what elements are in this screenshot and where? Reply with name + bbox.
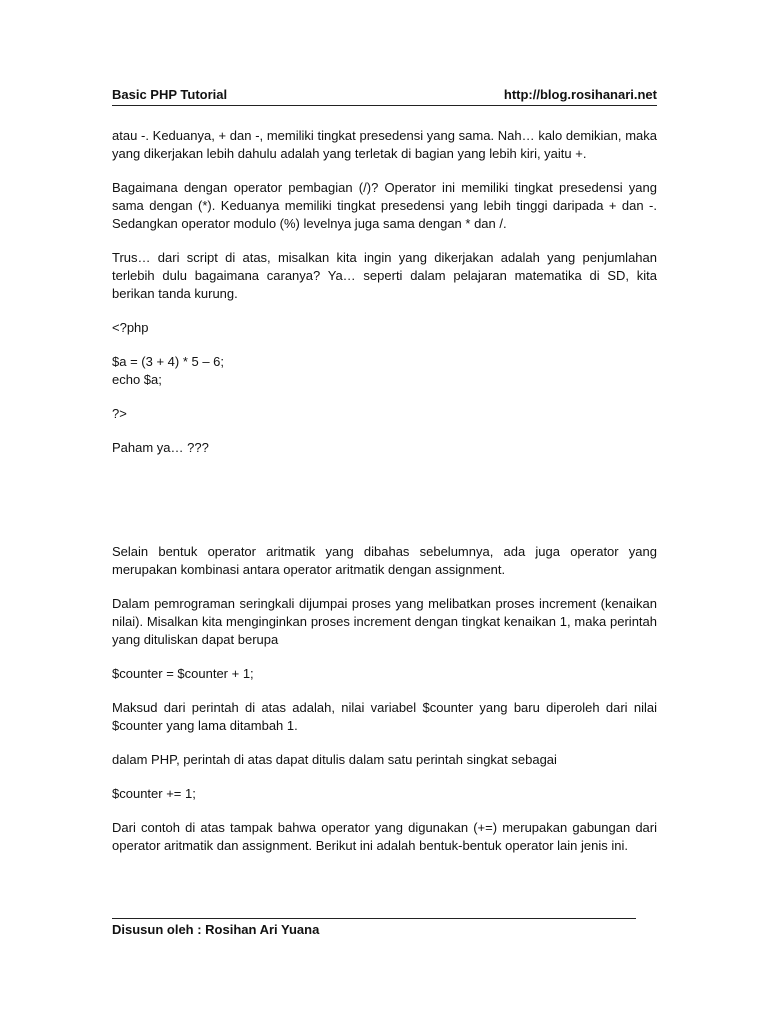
header-title: Basic PHP Tutorial [112, 87, 228, 102]
code-line: <?php [112, 320, 149, 335]
page-header [112, 86, 657, 106]
page-content [112, 127, 657, 871]
paragraph-explanation: Maksud dari perintah di atas adalah, nilai variabel $counter yang baru diperoleh dari nilai $counter yang lama ditambah 1. [112, 700, 657, 733]
paragraph-parentheses: Trus… dari script di atas, misalkan kita ingin yang dikerjakan adalah yang penjumlahan terlebih dulu bagaimana caranya? Ya… seperti dalam pelajaran matematika di SD, kita berikan tanda kurung. [112, 250, 657, 301]
paragraph-understood: Paham ya… ??? [112, 440, 209, 455]
code-line: $a = (3 + 4) * 5 – 6; [112, 354, 225, 369]
paragraph-increment: Dalam pemrograman seringkali dijumpai proses yang melibatkan proses increment (kenaikan nilai). Misalkan kita menginginkan proses increment dengan tingkat kenaikan 1, maka perintah yang dituliskan dapat berupa [112, 596, 657, 647]
code-php-open [112, 319, 657, 337]
page-footer [112, 918, 636, 937]
paragraph-precedence-addition: atau -. Keduanya, + dan -, memiliki tingkat presedensi yang sama. Nah… kalo demikian, maka yang dikerjakan lebih dahulu adalah yang terletak di bagian yang lebih kiri, yaitu +. [112, 128, 657, 161]
header-url: http://blog.rosihanari.net [503, 87, 657, 102]
code-line: $counter += 1; [112, 786, 196, 801]
code-block-expression [112, 353, 657, 389]
paragraph-conclusion: Dari contoh di atas tampak bahwa operator yang digunakan (+=) merupakan gabungan dari operator aritmatik dan assignment. Berikut ini adalah bentuk-bentuk operator lain jenis ini. [112, 820, 657, 853]
code-php-close [112, 405, 657, 423]
paragraph-precedence-division: Bagaimana dengan operator pembagian (/)? Operator ini memiliki tingkat presedensi yang sama dengan (*). Keduanya memiliki tingkat presedensi yang lebih tinggi daripada + dan -. Sedangkan operator modulo (%) levelnya juga sama dengan * dan /. [112, 180, 657, 231]
paragraph-shorthand: dalam PHP, perintah di atas dapat ditulis dalam satu perintah singkat sebagai [112, 752, 557, 767]
paragraph-compound-operators: Selain bentuk operator aritmatik yang dibahas sebelumnya, ada juga operator yang merupakan kombinasi antara operator aritmatik dengan assignment. [112, 544, 657, 577]
code-line: ?> [112, 406, 127, 421]
code-counter-increment [112, 665, 657, 683]
code-line: echo $a; [112, 372, 162, 387]
code-counter-shorthand [112, 785, 657, 803]
section-spacer [112, 473, 657, 543]
footer-author: Disusun oleh : Rosihan Ari Yuana [112, 922, 320, 937]
code-line: $counter = $counter + 1; [112, 666, 254, 681]
